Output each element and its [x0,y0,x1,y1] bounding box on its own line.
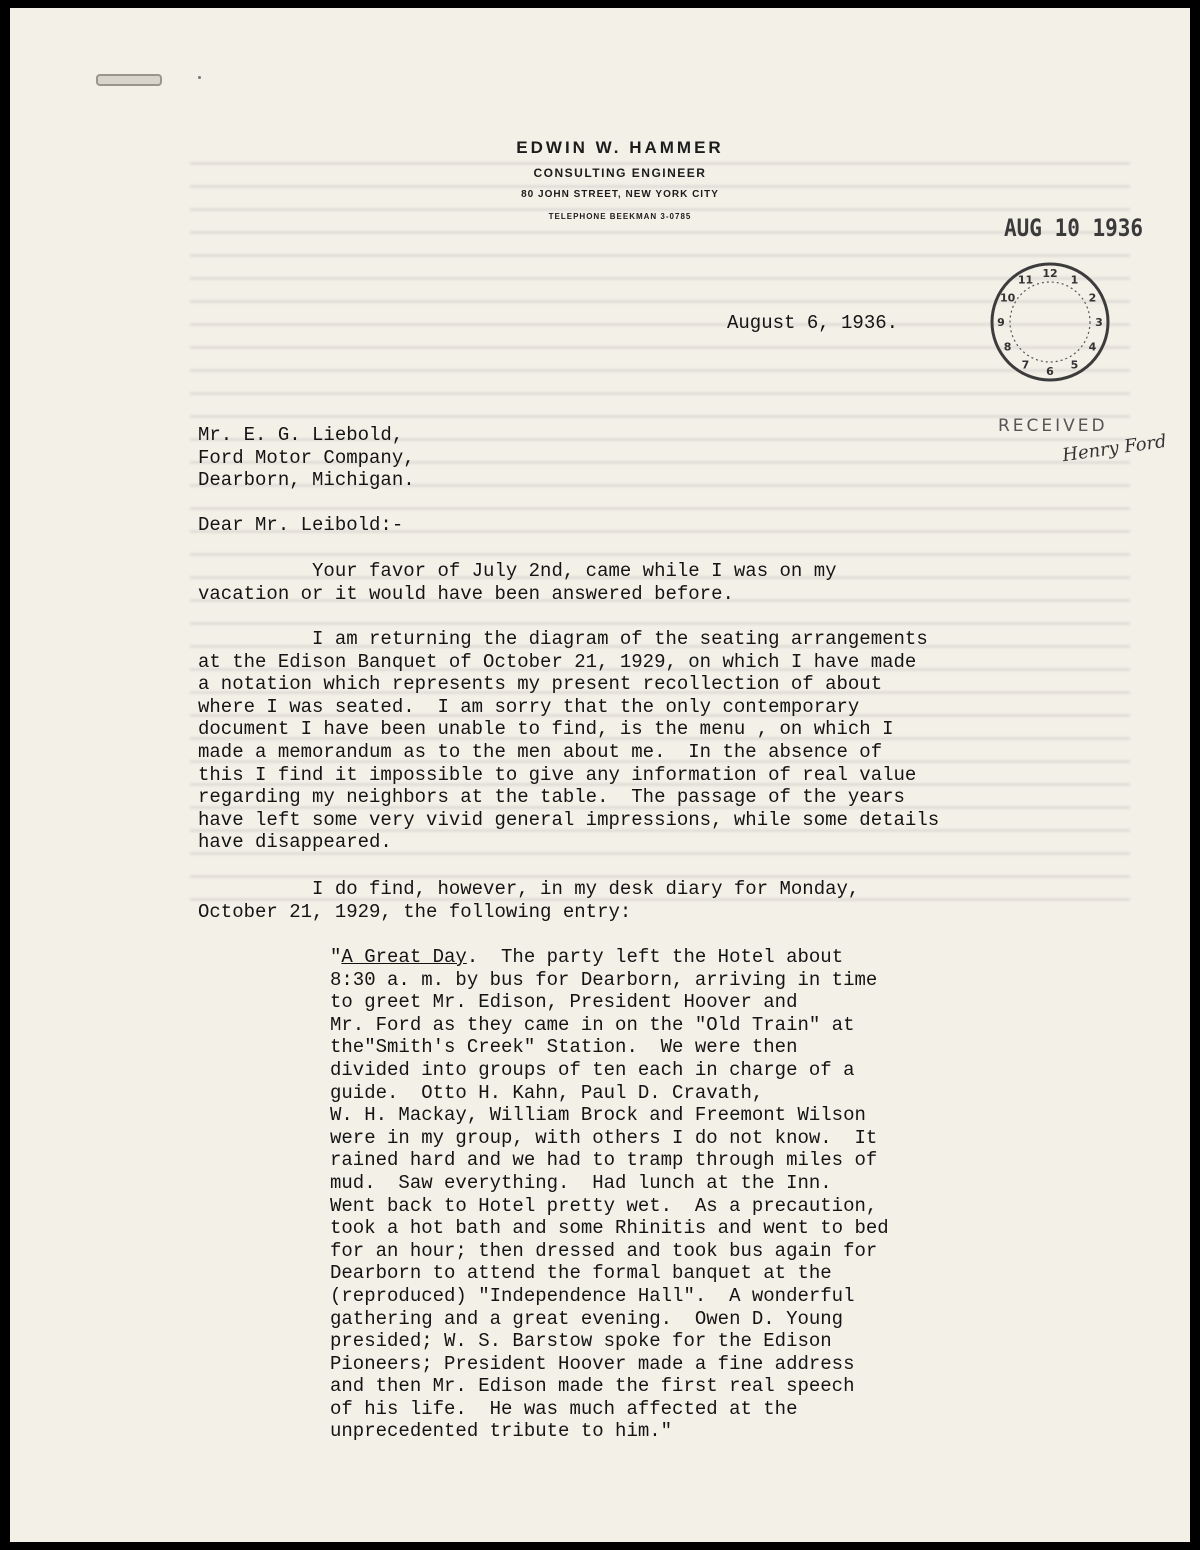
clock-numeral: 6 [1046,365,1054,378]
clock-numeral: 4 [1088,340,1097,354]
letterhead-name: EDWIN W. HAMMER [516,138,724,157]
clock-numeral: 2 [1088,291,1097,305]
recipient-company: Ford Motor Company, [198,446,415,469]
paragraph-1: Your favor of July 2nd, came while I was on my vacation or it would have been answered before. [198,560,837,605]
paragraph-2: I am returning the diagram of the seating arrangements at the Edison Banquet of October 21, 1929, on which I have made a notation which represents my present recollection of about where I was seated. I am sorry that the only contemporary document I have been unable to find, is the menu , on which I made a memorandum as to the men about me. In the absence of this I find it impossible to give any information of real value regarding my neighbors at the table. The passage of the years have left some very vivid general impressions, while some details have disappeared. [198,628,940,854]
salutation: Dear Mr. Leibold:- [198,514,404,536]
diary-open-quote: " [330,946,342,968]
clock-numeral: 10 [999,291,1016,305]
diary-entry [330,946,889,1443]
letterhead-telephone: TELEPHONE BEEKMAN 3-0785 [548,212,692,221]
clock-numeral: 12 [1042,267,1058,280]
received-stamp-label: RECEIVED [998,416,1108,436]
clock-numeral: 1 [1070,273,1079,287]
clock-numeral: 3 [1095,316,1103,329]
clock-numeral: 5 [1070,358,1079,372]
diary-heading: A Great Day [341,946,467,968]
staple-icon [96,74,162,86]
diary-body: . The party left the Hotel about 8:30 a. m. by bus for Dearborn, arriving in time to greet Mr. Edison, President Hoover and Mr. Ford as they came in on the "Old Train" at the"Smith's Creek" Station. We were then divided into groups of ten each in charge of a guide. Otto H. Kahn, Paul D. Cravath, W. H. Mackay, William Brock and Freemont Wilson were in my group, with others I do not know. It rained hard and we had to tramp through miles of mud. Saw everything. Had lunch at the Inn. Went back to Hotel pretty wet. As a precaution, took a hot bath and some Rhinitis and went to bed for an hour; then dressed and took bus again for Dearborn to attend the formal banquet at the (reproduced) "Independence Hall". A wonderful gathering and a great evening. Owen D. Young presided; W. S. Barstow spoke for the Edison Pioneers; President Hoover made a fine address and then Mr. Edison made the first real speech of his life. He was much affected at the unprecedented tribute to him." [330,946,889,1443]
letterhead [390,138,850,221]
clock-numeral: 11 [1017,273,1034,287]
recipient-city: Dearborn, Michigan. [198,469,415,492]
clock-stamp-icon [988,260,1112,384]
clock-numeral: 8 [1003,340,1012,354]
recipient-name: Mr. E. G. Liebold, [198,424,404,446]
letterhead-title: CONSULTING ENGINEER [533,166,707,180]
clock-numeral: 9 [997,316,1005,329]
paragraph-3: I do find, however, in my desk diary for Monday, October 21, 1929, the following entry: [198,878,860,923]
paper-speck [198,76,201,79]
received-date-stamp: AUG 10 1936 [1004,214,1144,242]
letter-page [10,8,1190,1542]
letter-date: August 6, 1936. [727,312,899,334]
letterhead-address: 80 JOHN STREET, NEW YORK CITY [521,189,719,200]
handwritten-signature: Henry Ford [1061,430,1168,467]
clock-numeral: 7 [1021,358,1030,372]
recipient-address [198,424,415,492]
